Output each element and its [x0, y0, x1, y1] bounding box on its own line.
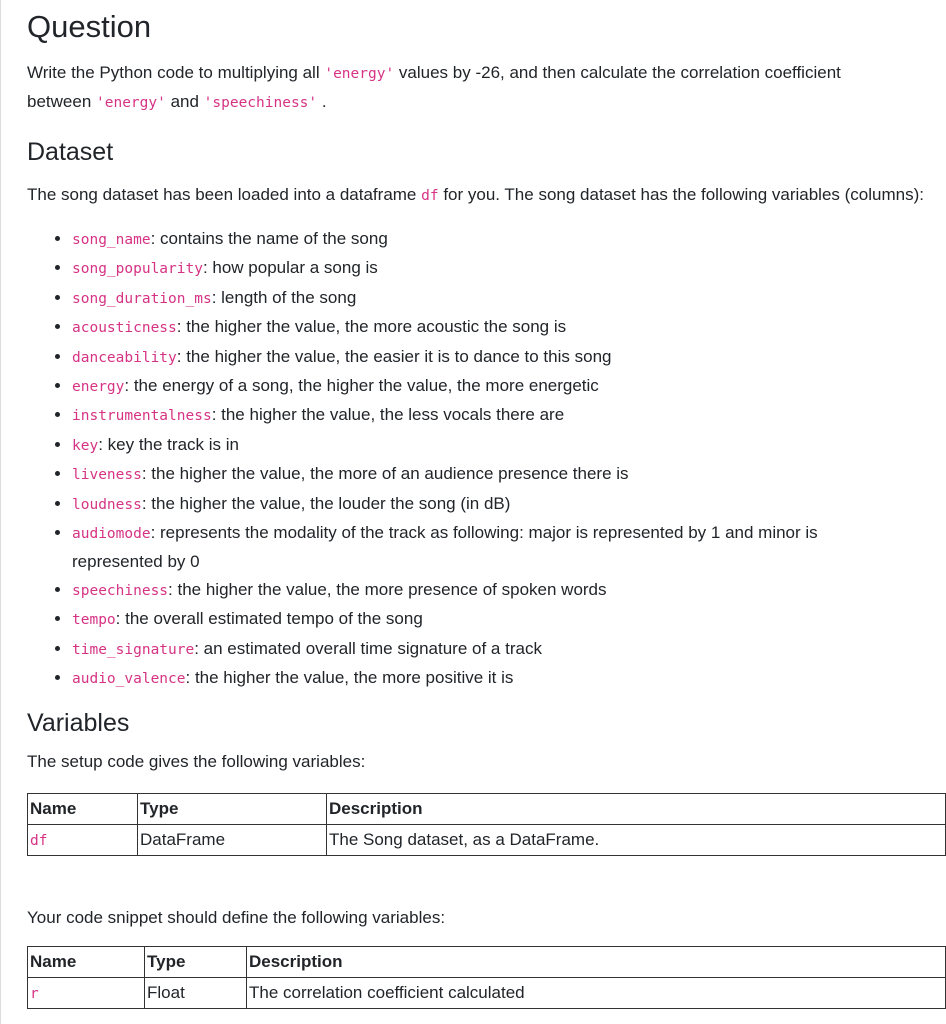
table-header-row: [28, 946, 946, 977]
list-item: • danceability: the higher the value, the easier it is to dance to this song: [72, 343, 902, 372]
setup-text: The setup code gives the following variables:: [27, 751, 366, 771]
table-row: [28, 824, 946, 855]
dataset-heading: Dataset: [27, 138, 114, 166]
variable-name: song_duration_ms: [72, 290, 212, 307]
list-item: • loudness: the higher the value, the louder the song (in dB): [72, 490, 902, 519]
left-border: [0, 0, 1, 1024]
inline-code: 'energy': [96, 95, 166, 111]
variable-name: song_popularity: [72, 261, 203, 278]
list-item: • song_name: contains the name of the song: [72, 225, 902, 254]
variable-name: key: [72, 437, 99, 454]
inline-code: 'energy': [324, 66, 395, 82]
list-item: • speechiness: the higher the value, the more presence of spoken words: [72, 576, 902, 605]
variable-name: song_name: [72, 232, 151, 248]
variable-name: energy: [72, 379, 125, 396]
variable-name: audiomode: [72, 526, 151, 543]
table-header-row: [28, 793, 946, 824]
cell-description: The Song dataset, as a DataFrame.: [327, 824, 946, 855]
variable-name: acousticness: [72, 320, 177, 337]
column-header-description: Description: [247, 946, 946, 977]
dataset-text: The song dataset has been loaded into a dataframe df for you. The song dataset has the following variables (columns):: [27, 185, 924, 204]
question-heading: Question: [27, 9, 152, 44]
variable-list: [27, 225, 946, 694]
variable-name: instrumentalness: [72, 408, 212, 425]
variable-name: danceability: [72, 349, 177, 366]
cell-type: DataFrame: [138, 824, 327, 855]
list-item: • song_popularity: how popular a song is: [72, 254, 902, 283]
inline-code: df: [421, 188, 439, 204]
variable-name: loudness: [72, 496, 142, 513]
variable-name: audio_valence: [72, 671, 186, 688]
list-item: • time_signature: an estimated overall time signature of a track: [72, 635, 902, 664]
list-item: • audiomode: represents the modality of the track as following: major is represented by 1 and minor is represented by 0: [72, 519, 902, 576]
cell-description: The correlation coefficient calculated: [247, 977, 946, 1008]
list-item: • key: key the track is in: [72, 431, 902, 460]
column-header-name: Name: [28, 946, 145, 977]
define-variables-table: [27, 946, 946, 1009]
list-item: • instrumentalness: the higher the value, the less vocals there are: [72, 401, 902, 430]
inline-code: 'speechiness': [203, 95, 318, 111]
column-header-description: Description: [327, 793, 946, 824]
list-item: • song_duration_ms: length of the song: [72, 284, 902, 313]
list-item: • tempo: the overall estimated tempo of the song: [72, 605, 902, 634]
cell-name: df: [28, 824, 138, 855]
question-text: Write the Python code to multiplying all 'energy' values by -26, and then calculate the correlation coefficient between 'energy' and 'speechiness' .: [27, 63, 841, 111]
define-text: Your code snippet should define the following variables:: [27, 907, 446, 927]
variable-name: time_signature: [72, 641, 195, 658]
setup-variables-table: [27, 793, 946, 856]
cell-name: r: [28, 977, 145, 1008]
variable-name: liveness: [72, 467, 142, 484]
table-row: [28, 977, 946, 1008]
column-header-name: Name: [28, 793, 138, 824]
variables-heading: Variables: [27, 708, 130, 737]
list-item: • audio_valence: the higher the value, the more positive it is: [72, 664, 902, 693]
list-item: • energy: the energy of a song, the higher the value, the more energetic: [72, 372, 902, 401]
variable-name: speechiness: [72, 582, 169, 599]
column-header-type: Type: [145, 946, 247, 977]
cell-type: Float: [145, 977, 247, 1008]
column-header-type: Type: [138, 793, 327, 824]
variable-name: tempo: [72, 612, 116, 629]
list-item: • liveness: the higher the value, the more of an audience presence there is: [72, 460, 902, 489]
list-item: • acousticness: the higher the value, the more acoustic the song is: [72, 313, 902, 342]
